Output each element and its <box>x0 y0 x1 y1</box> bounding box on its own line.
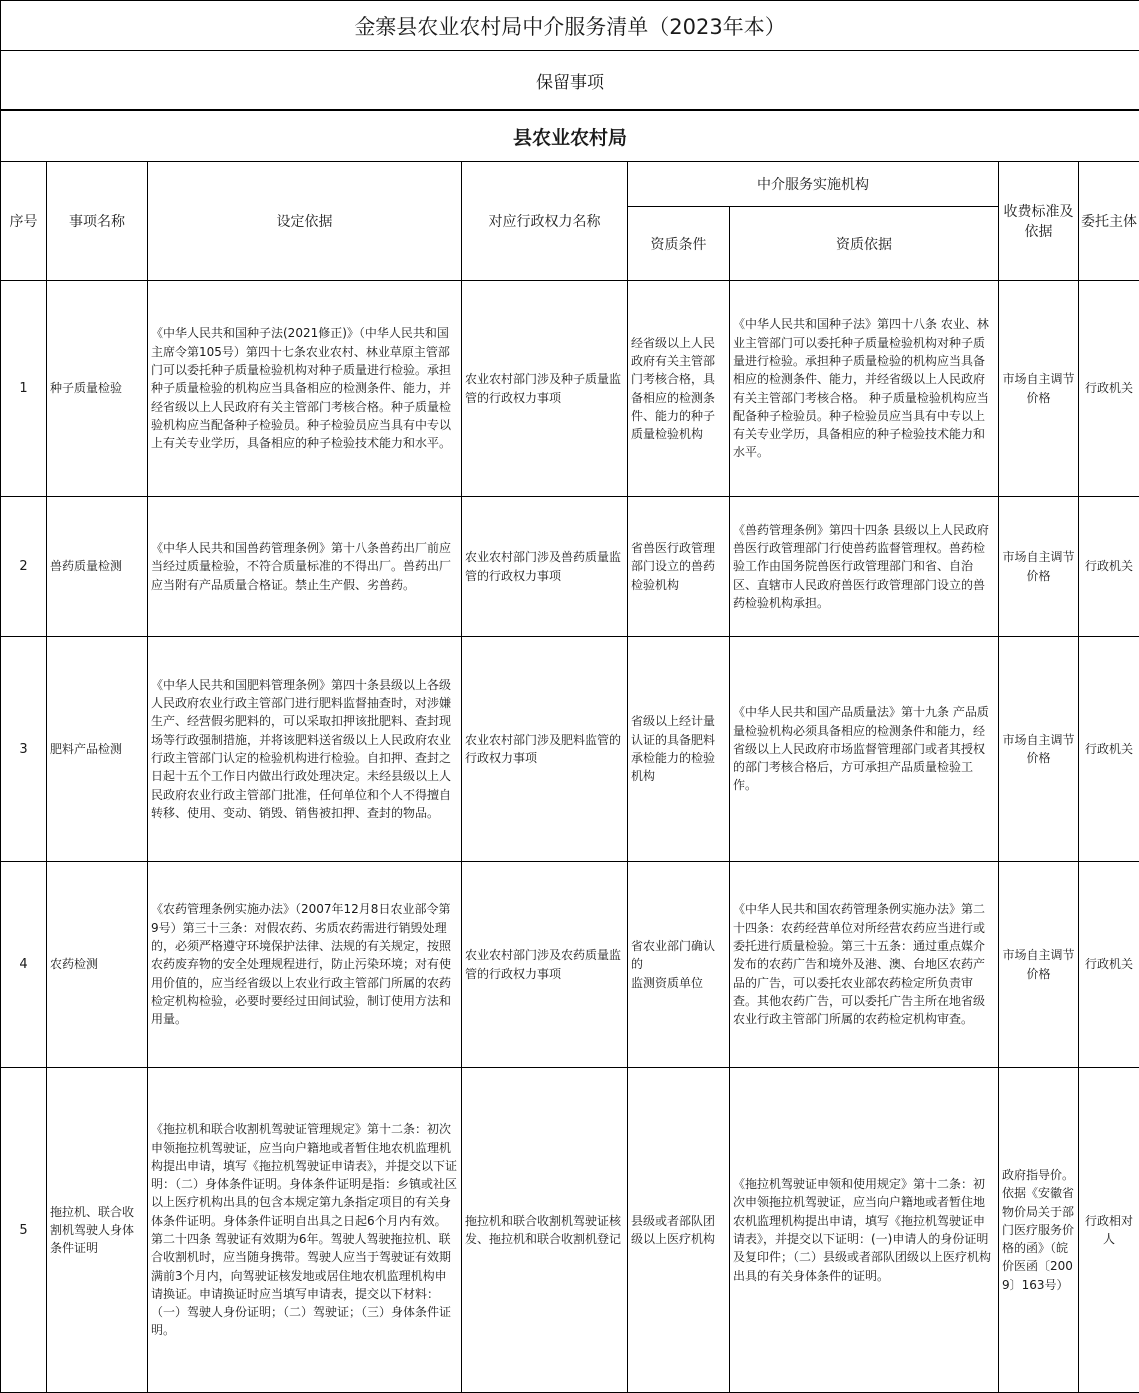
row-name: 农药检测 <box>47 862 148 1068</box>
row-qualification: 经省级以上人民政府有关主管部门考核合格，具备相应的检测条件、能力的种子质量检验机构 <box>628 281 730 497</box>
header-qual-basis: 资质依据 <box>730 207 999 281</box>
row-name: 兽药质量检测 <box>47 497 148 637</box>
row-qual-basis: 《兽药管理条例》第四十四条 县级以上人民政府兽医行政管理部门行使兽药监督管理权。兽药检验工作由国务院兽医行政管理部门和省、自治区、直辖市人民政府兽医行政管理部门设立的兽药检验机构承担。 <box>730 497 999 637</box>
row-power: 农业农村部门涉及种子质量监管的行政权力事项 <box>462 281 628 497</box>
row-basis: 《农药管理条例实施办法》（2007年12月8日农业部令第9号）第三十三条：对假农药、劣质农药需进行销毁处理的，必须严格遵守环境保护法律、法规的有关规定，按照农药废弃物的安全处理规程进行，防止污染环境；对有使用价值的，应当经省级以上农业行政主管部门所属的农药检定机构检验，必要时要经过田间试验，制订使用方法和用量。 <box>148 862 462 1068</box>
row-entrust: 行政机关 <box>1079 281 1139 497</box>
header-entrust: 委托主体 <box>1079 162 1139 281</box>
row-qual-basis: 《拖拉机驾驶证申领和使用规定》第十二条：初次申领拖拉机驾驶证，应当向户籍地或者暂住地农机监理机构提出申请，填写《拖拉机驾驶证申请表》，并提交以下证明：(一)申请人的身份证明及复印件；（二）县级或者部队团级以上医疗机构出具的有关身体条件的证明。 <box>730 1068 999 1393</box>
row-fee: 政府指导价。依据《安徽省物价局关于部门医疗服务价格的函》（皖价医函〔2009〕163号） <box>999 1068 1079 1393</box>
header-basis: 设定依据 <box>148 162 462 281</box>
table-row <box>1 281 1139 497</box>
header-fee: 收费标准及依据 <box>999 162 1079 281</box>
page-title: 金寨县农业农村局中介服务清单（2023年本） <box>1 1 1139 51</box>
row-qual-basis: 《中华人民共和国产品质量法》第十九条 产品质量检验机构必须具备相应的检测条件和能力，经省级以上人民政府市场监督管理部门或者其授权的部门考核合格后，方可承担产品质量检验工作。 <box>730 637 999 862</box>
row-fee: 市场自主调节价格 <box>999 862 1079 1068</box>
header-seq: 序号 <box>1 162 47 281</box>
row-qualification: 县级或者部队团级以上医疗机构 <box>628 1068 730 1393</box>
row-power: 农业农村部门涉及肥料监管的行政权力事项 <box>462 637 628 862</box>
header-qualification: 资质条件 <box>628 207 730 281</box>
row-entrust: 行政相对人 <box>1079 1068 1139 1393</box>
row-name: 肥料产品检测 <box>47 637 148 862</box>
row-seq: 5 <box>1 1068 47 1393</box>
row-fee: 市场自主调节价格 <box>999 637 1079 862</box>
row-power: 农业农村部门涉及农药质量监管的行政权力事项 <box>462 862 628 1068</box>
row-qualification: 省兽医行政管理部门设立的兽药检验机构 <box>628 497 730 637</box>
row-seq: 1 <box>1 281 47 497</box>
row-basis: 《拖拉机和联合收割机驾驶证管理规定》第十二条：初次申领拖拉机驾驶证，应当向户籍地或者暂住地农机监理机构提出申请，填写《拖拉机驾驶证申请表》，并提交以下证明：（二）身体条件证明。身体条件证明是指：乡镇或社区以上医疗机构出具的包含本规定第九条指定项目的有关身体条件证明。身体条件证明自出具之日起6个月内有效。第二十四条 驾驶证有效期为6年。驾驶人驾驶拖拉机、联合收割机时，应当随身携带。驾驶人应当于驾驶证有效期满前3个月内，向驾驶证核发地或居住地农机监理机构申请换证。申请换证时应当填写申请表，提交以下材料：（一）驾驶人身份证明；（二）驾驶证；（三）身体条件证明。 <box>148 1068 462 1393</box>
row-qualification: 省级以上经计量认证的具备肥料承检能力的检验机构 <box>628 637 730 862</box>
row-seq: 3 <box>1 637 47 862</box>
row-power: 拖拉机和联合收割机驾驶证核发、拖拉机和联合收割机登记 <box>462 1068 628 1393</box>
row-seq: 4 <box>1 862 47 1068</box>
row-name: 拖拉机、联合收割机驾驶人身体条件证明 <box>47 1068 148 1393</box>
row-fee: 市场自主调节价格 <box>999 281 1079 497</box>
row-qualification: 省农业部门确认的 监测资质单位 <box>628 862 730 1068</box>
section-subtitle: 保留事项 <box>1 51 1139 111</box>
row-seq: 2 <box>1 497 47 637</box>
row-basis: 《中华人民共和国兽药管理条例》第十八条兽药出厂前应当经过质量检验，不符合质量标准的不得出厂。兽药出厂应当附有产品质量合格证。禁止生产假、劣兽药。 <box>148 497 462 637</box>
row-basis: 《中华人民共和国种子法(2021修正)》（中华人民共和国主席令第105号）第四十七条农业农村、林业草原主管部门可以委托种子质量检验机构对种子质量进行检验。承担种子质量检验的机构应当具备相应的检测条件、能力，并经省级以上人民政府有关主管部门考核合格。种子质量检验机构应当配备种子检验员。种子检验员应当具有中专以上有关专业学历，具备相应的种子检验技术能力和水平。 <box>148 281 462 497</box>
table-row <box>1 637 1139 862</box>
table-row <box>1 497 1139 637</box>
table-row <box>1 862 1139 1068</box>
table-row <box>1 1068 1139 1393</box>
header-agency: 中介服务实施机构 <box>628 162 999 207</box>
row-entrust: 行政机关 <box>1079 497 1139 637</box>
row-name: 种子质量检验 <box>47 281 148 497</box>
row-qual-basis: 《中华人民共和国农药管理条例实施办法》第二十四条：农药经营单位对所经营农药应当进行或委托进行质量检验。第三十五条：通过重点媒介发布的农药广告和境外及港、澳、台地区农药产品的广告，可以委托农业部农药检定所负责审查。其他农药广告，可以委托广告主所在地省级农业行政主管部门所属的农药检定机构审查。 <box>730 862 999 1068</box>
header-item-name: 事项名称 <box>47 162 148 281</box>
row-entrust: 行政机关 <box>1079 637 1139 862</box>
header-admin-power: 对应行政权力名称 <box>462 162 628 281</box>
row-qual-basis: 《中华人民共和国种子法》第四十八条 农业、林业主管部门可以委托种子质量检验机构对种子质量进行检验。承担种子质量检验的机构应当具备相应的检测条件、能力，并经省级以上人民政府有关主管部门考核合格。 种子质量检验机构应当配备种子检验员。种子检验员应当具有中专以上有关专业学历，具备相应的种子检验技术能力和水平。 <box>730 281 999 497</box>
department-heading: 县农业农村局 <box>1 110 1139 162</box>
row-basis: 《中华人民共和国肥料管理条例》第四十条县级以上各级人民政府农业行政主管部门进行肥料监督抽查时，对涉嫌生产、经营假劣肥料的，可以采取扣押该批肥料、查封现场等行政强制措施，并将该肥料送省级以上人民政府农业行政主管部门认定的检验机构进行检验。自扣押、查封之日起十五个工作日内做出行政处理决定。未经县级以上人民政府农业行政主管部门批准，任何单位和个人不得擅自转移、使用、变动、销毁、销售被扣押、查封的物品。 <box>148 637 462 862</box>
row-entrust: 行政机关 <box>1079 862 1139 1068</box>
row-fee: 市场自主调节价格 <box>999 497 1079 637</box>
row-power: 农业农村部门涉及兽药质量监管的行政权力事项 <box>462 497 628 637</box>
